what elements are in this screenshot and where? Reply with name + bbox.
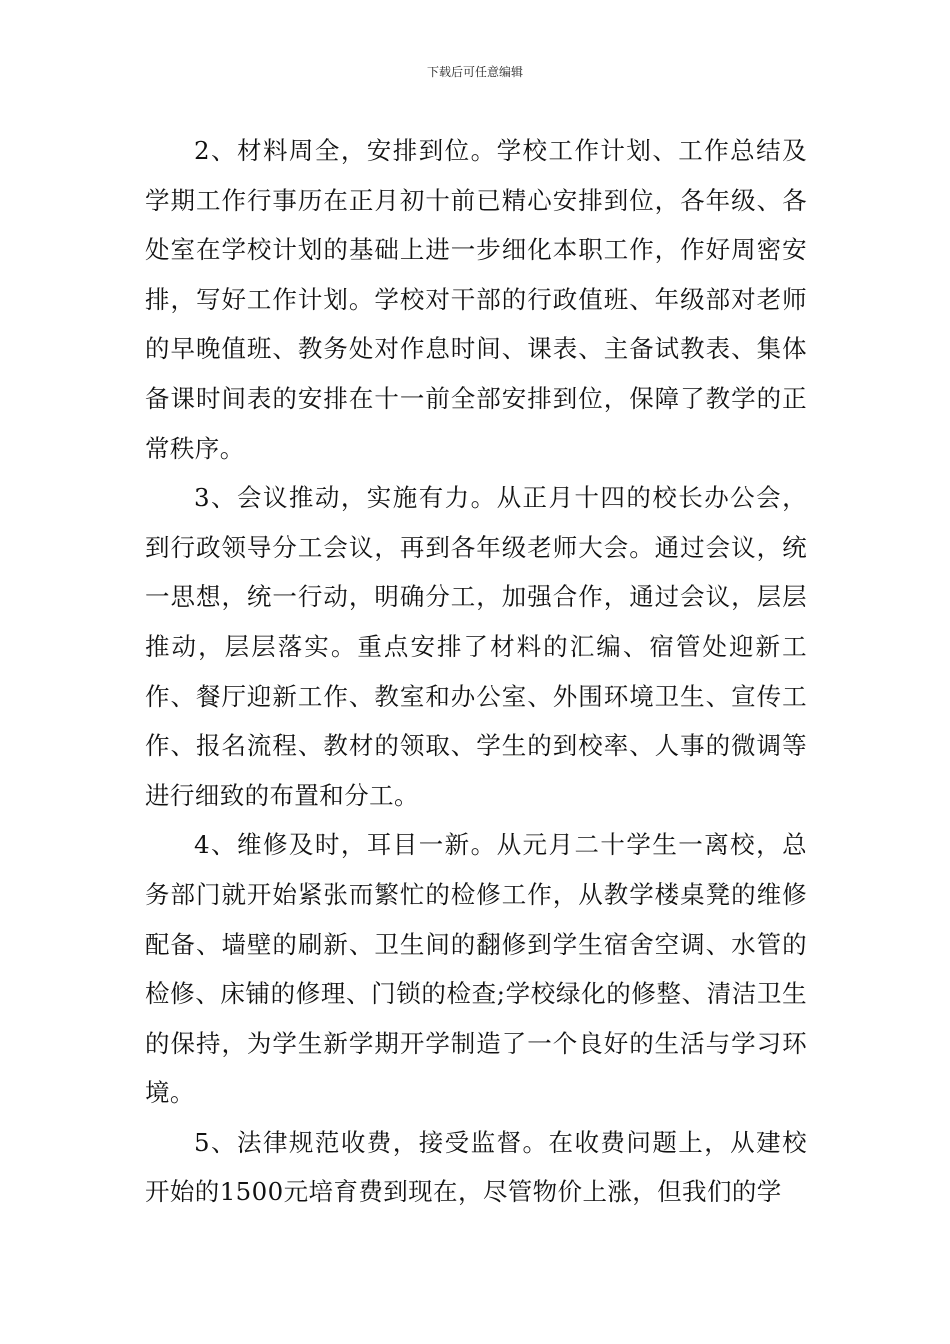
paragraph-maintenance: 4、维修及时，耳目一新。从元月二十学生一离校，总务部门就开始紧张而繁忙的检修工作，从教学楼桌凳的维修配备、墙壁的刷新、卫生间的翻修到学生宿舍空调、水管的检修、床铺的修理、门锁的检查;学校绿化的修整、清洁卫生的保持，为学生新学期开学制造了一个良好的生活与学习环境。 [145, 830, 807, 1108]
paragraph-meetings: 3、会议推动，实施有力。从正月十四的校长办公会，到行政领导分工会议，再到各年级老师大会。通过会议，统一思想，统一行动，明确分工，加强合作，通过会议，层层推动，层层落实。重点安排了材料的汇编、宿管处迎新工作、餐厅迎新工作、教室和办公室、外围环境卫生、宣传工作、报名流程、教材的领取、学生的到校率、人事的微调等进行细致的布置和分工。 [145, 483, 807, 810]
paragraph-materials: 2、材料周全，安排到位。学校工作计划、工作总结及学期工作行事历在正月初十前已精心安排到位，各年级、各处室在学校计划的基础上进一步细化本职工作，作好周密安排，写好工作计划。学校对干部的行政值班、年级部对老师的早晚值班、教务处对作息时间、课表、主备试教表、集体备课时间表的安排在十一前全部安排到位，保障了教学的正常秩序。 [145, 136, 807, 463]
page-header: 下载后可任意编辑 [426, 65, 523, 79]
paragraph-fees: 5、法律规范收费，接受监督。在收费问题上，从建校开始的1500元培育费到现在，尽管物价上涨，但我们的学 [145, 1127, 807, 1207]
document-body [145, 126, 807, 1217]
